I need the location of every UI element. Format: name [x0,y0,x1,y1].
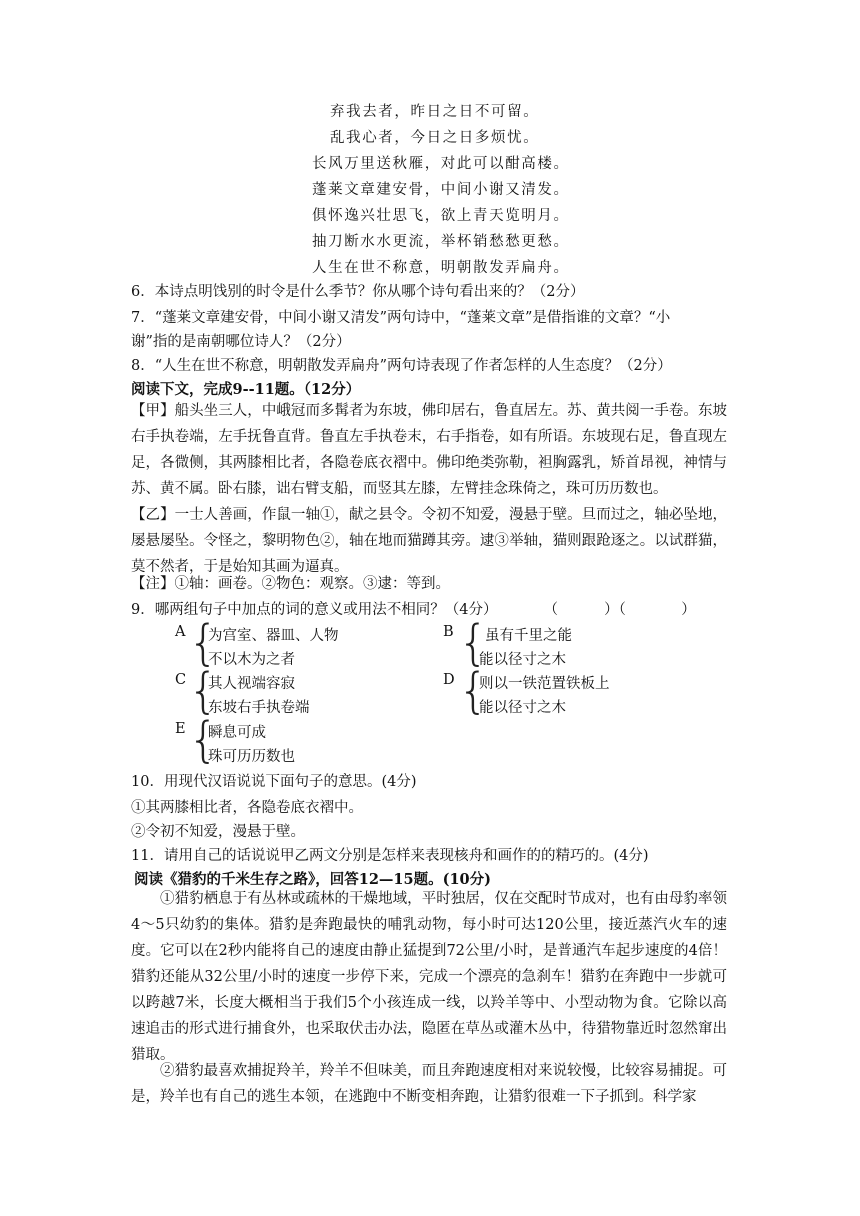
question-8: 8．“人生在世不称意，明朝散发弄扁舟”两句诗表现了作者怎样的人生态度？（2分） [131,358,672,374]
option-text: 瞬息可成 [208,725,266,741]
question-10-item-2: ②令初不知爱，漫悬于壁。 [131,824,305,840]
brace-icon: { [188,712,219,768]
brace-icon: { [458,663,489,719]
poem-line: 抽刀断水水更流，举杯销愁愁更愁。 [312,234,570,250]
passage-yi: 【乙】一士人善画，作鼠一轴①，献之县令。令初不知爱，漫悬于壁。旦而过之，轴必坠地，屡悬屡坠。令怪之，黎明物色②，轴在地而猫蹲其旁。逮③举轴，猫则跟跄逐之。以试群猫，莫不然者，于是始知其画为逼真。 [131,507,727,575]
question-7-line-2: 谢”指的是南朝哪位诗人？（2分） [131,334,351,350]
option-text: 能以径寸之木 [479,652,566,668]
option-text: 不以木为之者 [208,652,295,668]
option-letter: B [443,624,454,640]
brace-icon: { [458,615,489,671]
poem-line: 人生在世不称意，明朝散发弄扁舟。 [312,260,570,276]
question-10: 10．用现代汉语说说下面句子的意思。(4分) [131,774,417,790]
question-10-item-1: ①其两膝相比者，各隐卷底衣褶中。 [131,800,363,816]
question-9: 9．哪两组句子中加点的词的意义或用法不相同？（4分） （ ）（ ） [131,602,696,618]
passage-cheetah-p2: ②猎豹最喜欢捕捉羚羊，羚羊不但味美，而且奔跑速度相对来说较慢，比较容易捕捉。可是，羚羊也有自己的逃生本领，在逃跑中不断变相奔跑，让猎豹很难一下子抓到。科学家 [131,1063,727,1105]
poem-line: 蓬莱文章建安骨，中间小谢又清发。 [312,182,570,198]
option-text: 能以径寸之木 [479,700,566,716]
poem-line: 俱怀逸兴壮思飞，欲上青天览明月。 [312,208,570,224]
question-6: 6．本诗点明饯别的时令是什么季节？你从哪个诗句看出来的？（2分） [131,284,585,300]
option-letter: A [175,624,186,640]
reading-2-heading: 阅读《猎豹的千米生存之路》，回答12—15题。(10分) [134,871,492,888]
option-text: 为宫室、器皿、人物 [208,628,339,644]
option-text: 虽有千里之能 [485,628,572,644]
poem-line: 弃我去者，昨日之日不可留。 [330,104,540,120]
option-text: 东坡右手执卷端 [208,700,310,716]
option-text: 其人视端容寂 [208,676,295,692]
option-text: 则以一铁范置铁板上 [479,676,610,692]
option-letter: E [175,721,186,737]
poem-line: 长风万里送秋雁，对此可以酣高楼。 [312,156,570,172]
brace-icon: { [188,615,219,671]
brace-icon: { [188,663,219,719]
passage-cheetah-p1: ①猎豹栖息于有丛林或疏林的干燥地域，平时独居，仅在交配时节成对，也有由母豹率领4～5只幼豹的集体。猎豹是奔跑最快的哺乳动物，每小时可达120公里，接近蒸汽火车的速度。它可以在2秒内能将自己的速度由静止猛提到72公里/小时，是普通汽车起步速度的4倍！猎豹还能从32公里/小时的速度一步停下来，完成一个漂亮的急刹车！猎豹在奔跑中一步就可以跨越7米，长度大概相当于我们5个小孩连成一线，以羚羊等中、小型动物为食。它除以高速追击的形式进行捕食外，也采取伏击办法，隐匿在草丛或灌木丛中，待猎物靠近时忽然窜出猎取。 [131,891,727,1063]
reading-1-heading: 阅读下文，完成9--11题。（12分） [131,381,361,398]
option-letter: D [443,672,455,688]
poem-line: 乱我心者，今日之日多烦忧。 [330,130,540,146]
question-7-line-1: 7．“蓬莱文章建安骨，中间小谢又清发”两句诗中，“蓬莱文章”是借指谁的文章？“小 [131,310,671,326]
question-11: 11．请用自己的话说说甲乙两文分别是怎样来表现核舟和画作的的精巧的。(4分) [131,848,649,864]
option-letter: C [175,672,187,688]
option-text: 珠可历历数也 [208,749,295,765]
passage-note: 【注】①轴：画卷。②物色：观察。③逮：等到。 [131,576,450,592]
passage-jia: 【甲】船头坐三人，中峨冠而多髯者为东坡，佛印居右，鲁直居左。苏、黄共阅一手卷。东坡右手执卷端，左手抚鲁直背。鲁直左手执卷末，右手指卷，如有所语。东坡现右足，鲁直现左足，各微侧，其两膝相比者，各隐卷底衣褶中。佛印绝类弥勒，袒胸露乳，矫首昂视，神情与苏、黄不属。卧右膝，诎右臂支船，而竖其左膝，左臂挂念珠倚之，珠可历历数也。 [131,403,727,497]
